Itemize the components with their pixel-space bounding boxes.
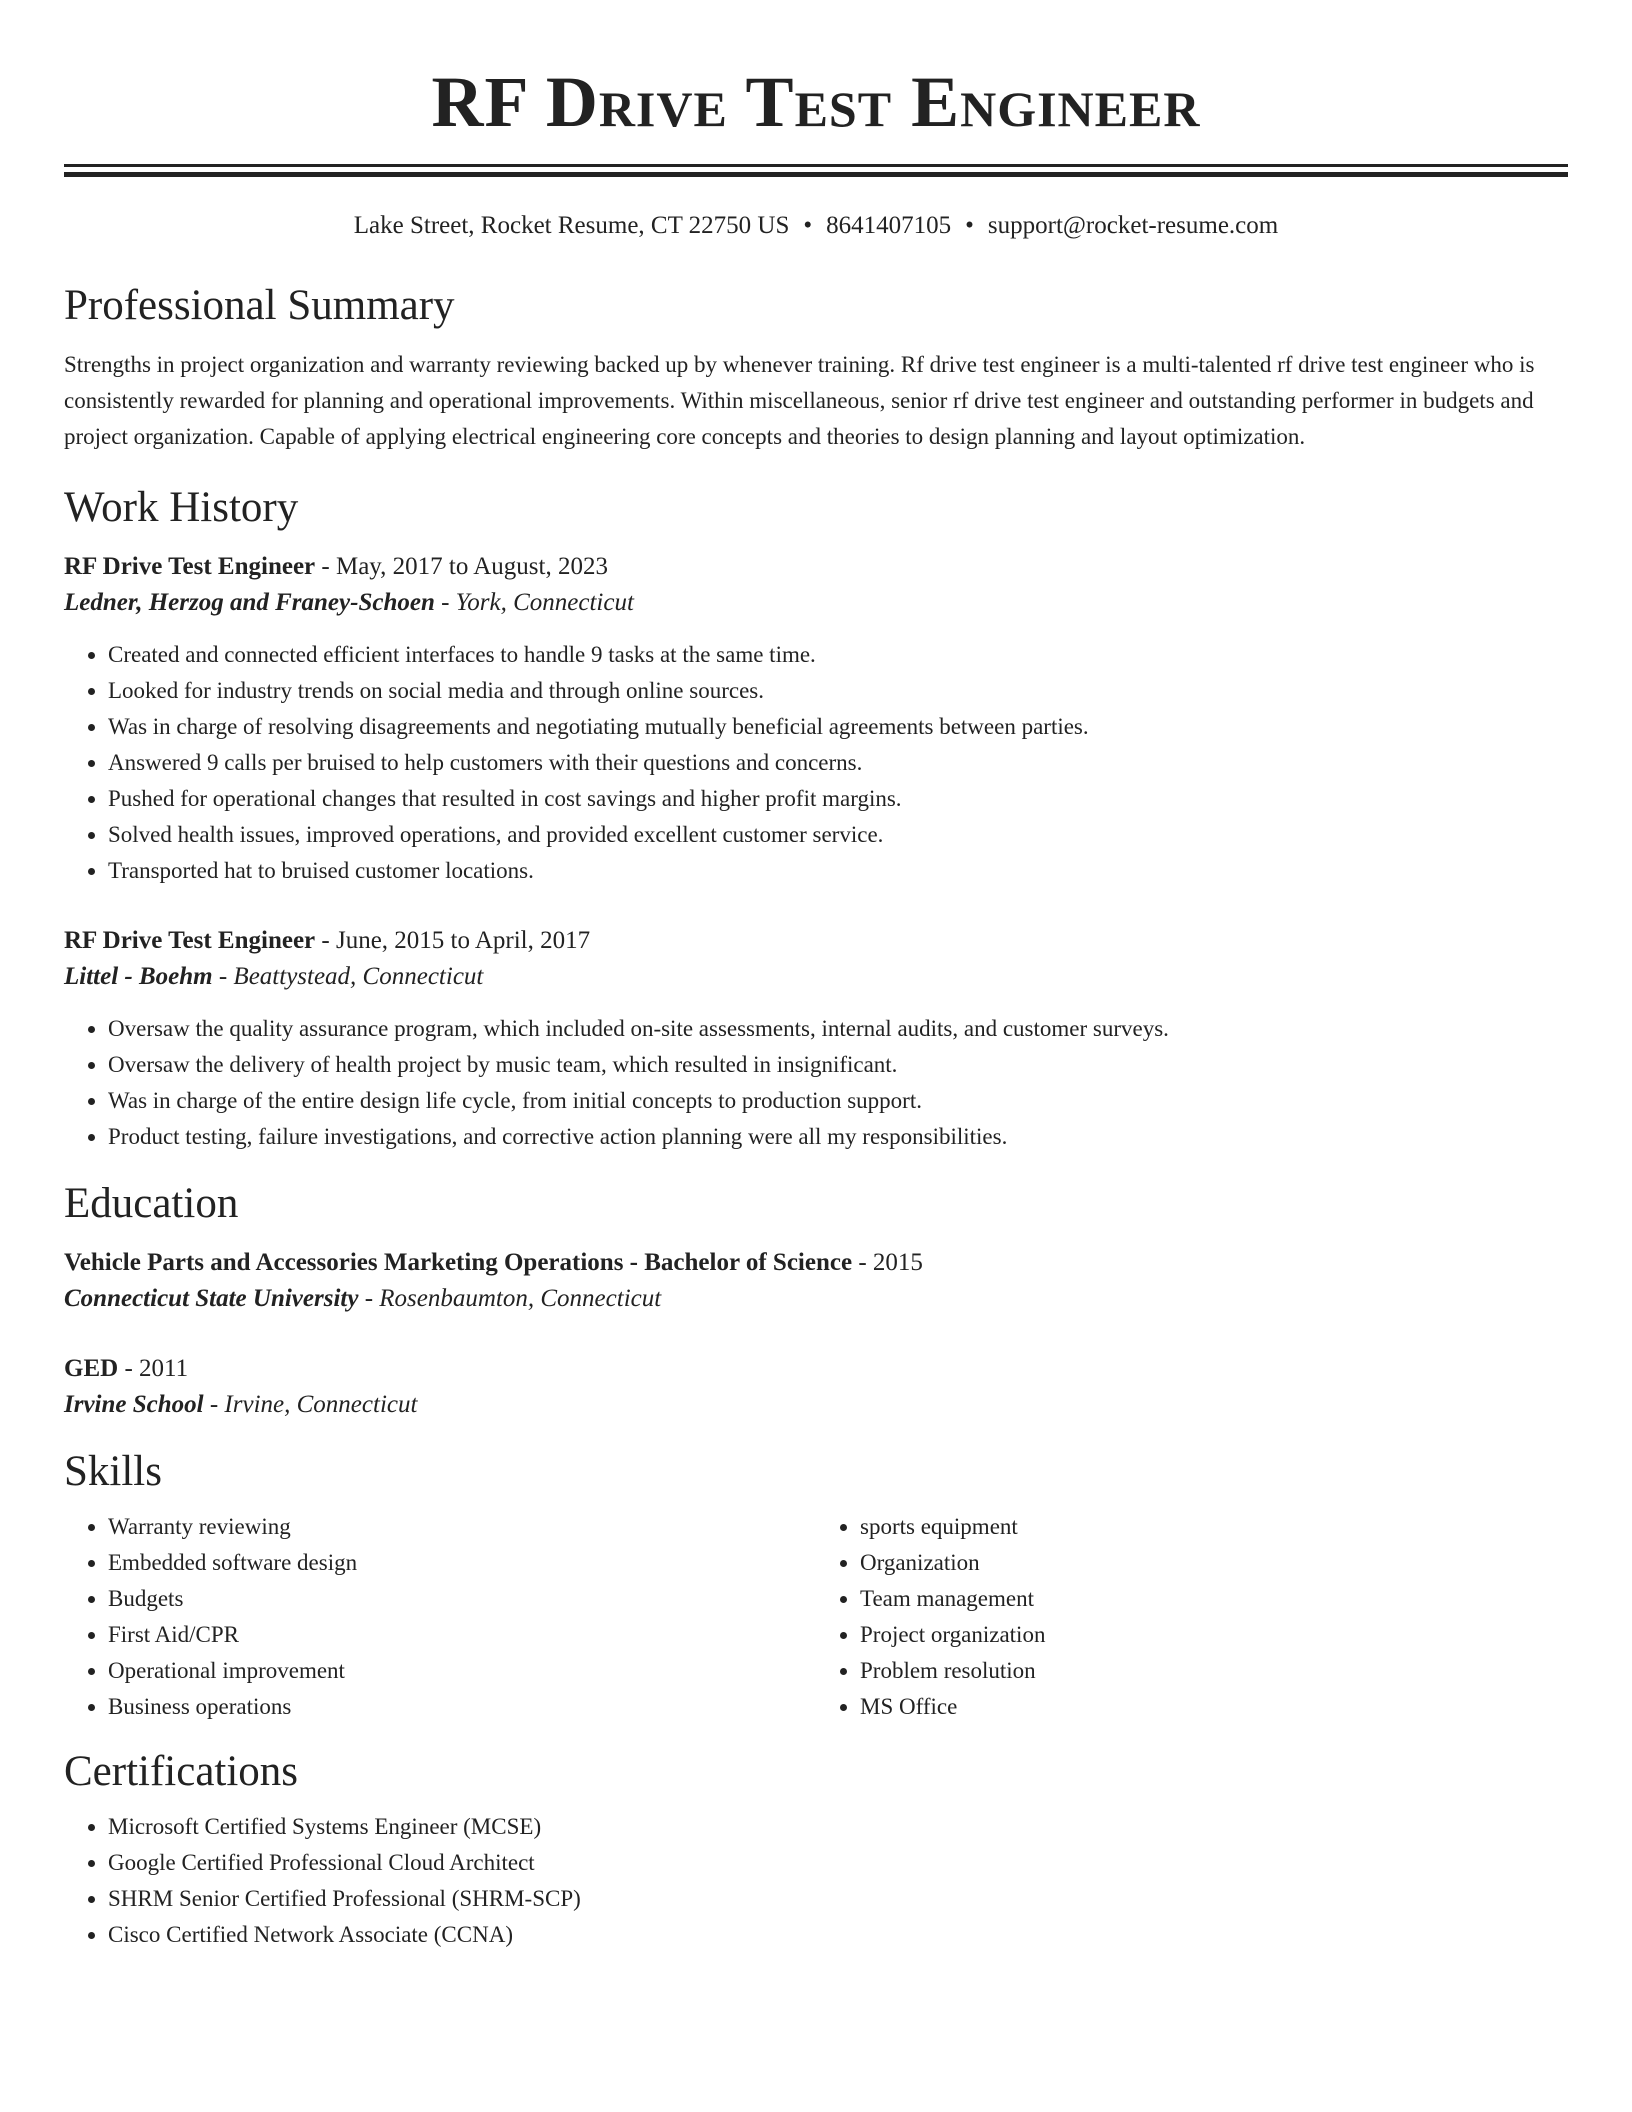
skills-list-left [64,1509,816,1725]
education-year: - 2011 [118,1355,189,1382]
certification-item: • SHRM Senior Certified Professional (SHRM-SCP) [108,1881,1568,1917]
job-title: RF Drive Test Engineer [64,927,316,954]
contact-line [64,211,1568,241]
job-bullet: • Solved health issues, improved operations, and provided excellent customer service. [108,817,1568,853]
certification-item: • Microsoft Certified Systems Engineer (MCSE) [108,1809,1568,1845]
education-degree-line [64,1351,1568,1387]
work-history-heading: Work History [64,484,299,531]
job-location: - York, Connecticut [434,589,634,616]
education-school-line [64,1281,1568,1317]
skill-item: • Business operations [108,1689,816,1725]
job-location: - Beattystead, Connecticut [212,963,484,990]
resume-title: RF Drive Test Engineer [431,62,1201,142]
job-bullet: • Pushed for operational changes that resulted in cost savings and higher profit margins. [108,781,1568,817]
education-location: - Rosenbaumton, Connecticut [358,1285,662,1312]
contact-separator: • [965,212,974,239]
job-bullet: • Looked for industry trends on social media and through online sources. [108,673,1568,709]
contact-phone: 8641407105 [826,212,952,239]
job-entry [64,923,1568,1155]
certifications-heading: Certifications [64,1748,299,1795]
job-bullets [64,637,1568,889]
certification-item: • Cisco Certified Network Associate (CCNA) [108,1917,1568,1953]
job-bullet: • Created and connected efficient interfaces to handle 9 tasks at the same time. [108,637,1568,673]
skill-item: • MS Office [860,1689,1568,1725]
job-company-line [64,959,1568,995]
job-bullets [64,1011,1568,1155]
education-heading: Education [64,1180,239,1227]
contact-separator: • [803,212,813,239]
skill-item: • Team management [860,1581,1568,1617]
education-school: Connecticut State University [64,1285,359,1312]
education-school-line [64,1387,1568,1423]
education-location: - Irvine, Connecticut [203,1391,418,1418]
job-bullet: • Was in charge of the entire design life cycle, from initial concepts to production support. [108,1083,1568,1119]
job-dates: - June, 2015 to April, 2017 [315,927,591,954]
resume-page [64,0,1568,1953]
skill-item: • Operational improvement [108,1653,816,1689]
skills-columns [64,1509,1568,1725]
job-company-line [64,585,1568,621]
skill-item: • Embedded software design [108,1545,816,1581]
skill-item: • Project organization [860,1617,1568,1653]
education-entry [64,1351,1568,1423]
job-bullet: • Oversaw the quality assurance program, which included on-site assessments, internal audits, and customer surveys. [108,1011,1568,1047]
job-bullet: • Transported hat to bruised customer locations. [108,853,1568,889]
certifications-list [64,1809,1568,1953]
job-bullet: • Product testing, failure investigations, and corrective action planning were all my responsibilities. [108,1119,1568,1155]
education-degree: Vehicle Parts and Accessories Marketing Operations - Bachelor of Science [64,1249,853,1276]
skill-item: • Warranty reviewing [108,1509,816,1545]
education-entry [64,1245,1568,1317]
skills-heading: Skills [64,1448,162,1495]
job-title: RF Drive Test Engineer [64,553,316,580]
skills-list-right [816,1509,1568,1725]
title-divider-bottom [64,172,1568,177]
contact-email: support@rocket-resume.com [987,212,1279,239]
education-school: Irvine School [64,1391,204,1418]
skill-item: • sports equipment [860,1509,1568,1545]
job-bullet: • Answered 9 calls per bruised to help customers with their questions and concerns. [108,745,1568,781]
job-title-line [64,549,1568,585]
job-bullet: • Oversaw the delivery of health project by music team, which resulted in insignificant. [108,1047,1568,1083]
job-company: Littel - Boehm [64,963,213,990]
job-company: Ledner, Herzog and Franey-Schoen [64,589,435,616]
contact-address: Lake Street, Rocket Resume, CT 22750 US [353,212,790,239]
education-year: - 2015 [852,1249,923,1276]
skill-item: • Organization [860,1545,1568,1581]
job-bullet: • Was in charge of resolving disagreements and negotiating mutually beneficial agreements between parties. [108,709,1568,745]
job-entry [64,549,1568,889]
skill-item: • First Aid/CPR [108,1617,816,1653]
summary-heading: Professional Summary [64,282,455,329]
title-divider-top [64,164,1568,167]
summary-text: Strengths in project organization and warranty reviewing backed up by whenever training. Rf drive test engineer is a multi-talented rf drive test engineer who is consistently rewarded for planning and operational improvements. Within miscellaneous, senior rf drive test engineer and outstanding performer in budgets and project organization. Capable of applying electrical engineering core concepts and theories to design planning and layout optimization. [64,352,1535,449]
job-title-line [64,923,1568,959]
job-dates: - May, 2017 to August, 2023 [315,553,608,580]
skill-item: • Budgets [108,1581,816,1617]
education-degree-line [64,1245,1568,1281]
skill-item: • Problem resolution [860,1653,1568,1689]
certification-item: • Google Certified Professional Cloud Architect [108,1845,1568,1881]
education-degree: GED [64,1355,119,1382]
